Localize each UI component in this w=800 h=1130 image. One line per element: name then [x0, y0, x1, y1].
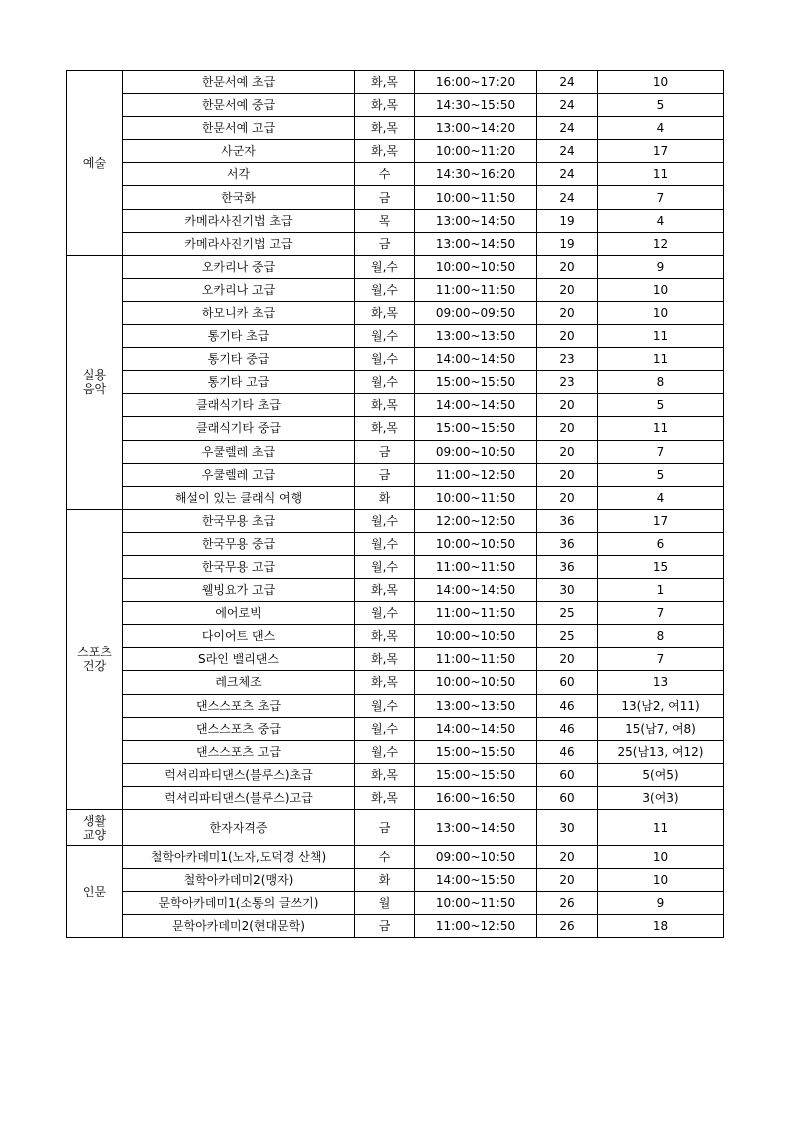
course-days-cell: 화,목: [355, 117, 415, 140]
course-enrolled-cell: 18: [598, 915, 724, 938]
course-capacity-cell: 60: [537, 786, 598, 809]
table-row: [67, 71, 724, 94]
course-enrolled-cell: 11: [598, 163, 724, 186]
course-capacity-cell: 24: [537, 117, 598, 140]
table-row: [67, 371, 724, 394]
course-name-cell: 레크체조: [123, 671, 355, 694]
course-time-cell: 10:00~10:50: [415, 532, 537, 555]
course-capacity-cell: 24: [537, 94, 598, 117]
course-enrolled-cell: 11: [598, 348, 724, 371]
category-label: 스포츠: [77, 645, 112, 660]
course-days-cell: 화,목: [355, 648, 415, 671]
course-enrolled-cell: 10: [598, 869, 724, 892]
course-capacity-cell: 46: [537, 694, 598, 717]
course-capacity-cell: 20: [537, 869, 598, 892]
course-days-cell: 월,수: [355, 602, 415, 625]
course-name-cell: 해설이 있는 클래식 여행: [123, 486, 355, 509]
course-name-cell: 다이어트 댄스: [123, 625, 355, 648]
course-time-cell: 13:00~14:50: [415, 810, 537, 846]
course-time-cell: 10:00~10:50: [415, 255, 537, 278]
course-time-cell: 14:00~14:50: [415, 579, 537, 602]
course-name-cell: 통기타 초급: [123, 325, 355, 348]
course-days-cell: 수: [355, 163, 415, 186]
course-capacity-cell: 20: [537, 846, 598, 869]
course-schedule-table: [66, 70, 724, 938]
course-enrolled-cell: 4: [598, 117, 724, 140]
course-enrolled-cell: 7: [598, 602, 724, 625]
course-capacity-cell: 60: [537, 763, 598, 786]
course-days-cell: 월,수: [355, 555, 415, 578]
table-row: [67, 717, 724, 740]
course-enrolled-cell: 17: [598, 509, 724, 532]
category-label: 예술: [82, 155, 107, 170]
course-capacity-cell: 20: [537, 278, 598, 301]
course-name-cell: 한국무용 고급: [123, 555, 355, 578]
table-row: [67, 846, 724, 869]
course-time-cell: 11:00~11:50: [415, 555, 537, 578]
course-name-cell: 카메라사진기법 고급: [123, 232, 355, 255]
table-row: [67, 163, 724, 186]
course-days-cell: 화,목: [355, 763, 415, 786]
course-capacity-cell: 46: [537, 717, 598, 740]
course-capacity-cell: 36: [537, 509, 598, 532]
course-name-cell: 한국무용 중급: [123, 532, 355, 555]
category-label: 실용: [82, 368, 107, 383]
course-enrolled-cell: 1: [598, 579, 724, 602]
course-time-cell: 09:00~10:50: [415, 846, 537, 869]
course-time-cell: 16:00~16:50: [415, 786, 537, 809]
course-enrolled-cell: 5: [598, 394, 724, 417]
course-name-cell: 럭셔리파티댄스(블루스)초급: [123, 763, 355, 786]
course-name-cell: 한국화: [123, 186, 355, 209]
course-enrolled-cell: 10: [598, 278, 724, 301]
course-time-cell: 13:00~14:20: [415, 117, 537, 140]
course-enrolled-cell: 6: [598, 532, 724, 555]
table-row: [67, 579, 724, 602]
course-days-cell: 월: [355, 892, 415, 915]
course-days-cell: 금: [355, 186, 415, 209]
course-days-cell: 월,수: [355, 694, 415, 717]
course-name-cell: 서각: [123, 163, 355, 186]
course-time-cell: 10:00~11:50: [415, 186, 537, 209]
course-capacity-cell: 20: [537, 463, 598, 486]
course-enrolled-cell: 7: [598, 440, 724, 463]
course-enrolled-cell: 12: [598, 232, 724, 255]
table-row: [67, 532, 724, 555]
course-time-cell: 13:00~13:50: [415, 325, 537, 348]
course-time-cell: 14:00~14:50: [415, 394, 537, 417]
course-capacity-cell: 24: [537, 71, 598, 94]
table-row: [67, 786, 724, 809]
course-time-cell: 10:00~11:50: [415, 486, 537, 509]
category-label: 건강: [82, 659, 107, 674]
course-enrolled-cell: 10: [598, 71, 724, 94]
course-capacity-cell: 46: [537, 740, 598, 763]
course-days-cell: 화,목: [355, 394, 415, 417]
course-name-cell: 클래식기타 초급: [123, 394, 355, 417]
course-name-cell: 사군자: [123, 140, 355, 163]
table-row: [67, 255, 724, 278]
table-row: [67, 278, 724, 301]
course-capacity-cell: 20: [537, 394, 598, 417]
course-time-cell: 14:30~16:20: [415, 163, 537, 186]
course-capacity-cell: 23: [537, 371, 598, 394]
table-row: [67, 602, 724, 625]
table-row: [67, 325, 724, 348]
course-name-cell: 댄스스포츠 초급: [123, 694, 355, 717]
course-enrolled-cell: 4: [598, 486, 724, 509]
course-days-cell: 금: [355, 463, 415, 486]
category-cell: [67, 509, 123, 809]
course-days-cell: 월,수: [355, 325, 415, 348]
course-days-cell: 화: [355, 486, 415, 509]
course-time-cell: 15:00~15:50: [415, 371, 537, 394]
course-days-cell: 화,목: [355, 140, 415, 163]
table-row: [67, 301, 724, 324]
course-name-cell: 문학아카데미2(현대문학): [123, 915, 355, 938]
course-capacity-cell: 36: [537, 555, 598, 578]
course-capacity-cell: 30: [537, 810, 598, 846]
course-days-cell: 월,수: [355, 532, 415, 555]
table-row: [67, 440, 724, 463]
course-name-cell: 웰빙요가 고급: [123, 579, 355, 602]
table-row: [67, 463, 724, 486]
course-time-cell: 13:00~13:50: [415, 694, 537, 717]
course-capacity-cell: 36: [537, 532, 598, 555]
course-capacity-cell: 20: [537, 440, 598, 463]
course-enrolled-cell: 11: [598, 325, 724, 348]
course-enrolled-cell: 17: [598, 140, 724, 163]
course-days-cell: 화,목: [355, 71, 415, 94]
course-name-cell: 에어로빅: [123, 602, 355, 625]
course-days-cell: 화,목: [355, 301, 415, 324]
course-name-cell: 댄스스포츠 중급: [123, 717, 355, 740]
course-enrolled-cell: 5(여5): [598, 763, 724, 786]
course-time-cell: 14:30~15:50: [415, 94, 537, 117]
course-capacity-cell: 20: [537, 648, 598, 671]
course-enrolled-cell: 13(남2, 여11): [598, 694, 724, 717]
course-capacity-cell: 20: [537, 486, 598, 509]
course-enrolled-cell: 4: [598, 209, 724, 232]
course-time-cell: 15:00~15:50: [415, 763, 537, 786]
course-name-cell: 통기타 중급: [123, 348, 355, 371]
course-name-cell: 한국무용 초급: [123, 509, 355, 532]
table-row: [67, 810, 724, 846]
table-row: [67, 915, 724, 938]
course-days-cell: 화,목: [355, 625, 415, 648]
course-enrolled-cell: 9: [598, 892, 724, 915]
table-row: [67, 555, 724, 578]
table-row: [67, 209, 724, 232]
table-row: [67, 892, 724, 915]
course-capacity-cell: 60: [537, 671, 598, 694]
table-row: [67, 348, 724, 371]
course-name-cell: 클래식기타 중급: [123, 417, 355, 440]
course-capacity-cell: 20: [537, 325, 598, 348]
course-time-cell: 11:00~11:50: [415, 648, 537, 671]
category-cell: [67, 71, 123, 256]
course-enrolled-cell: 5: [598, 463, 724, 486]
table-row: [67, 869, 724, 892]
course-time-cell: 11:00~11:50: [415, 602, 537, 625]
course-days-cell: 월,수: [355, 740, 415, 763]
table-row: [67, 140, 724, 163]
course-days-cell: 화,목: [355, 417, 415, 440]
table-row: [67, 94, 724, 117]
course-enrolled-cell: 8: [598, 371, 724, 394]
course-enrolled-cell: 5: [598, 94, 724, 117]
category-label: 음악: [82, 382, 107, 397]
table-row: [67, 625, 724, 648]
category-label: 교양: [82, 827, 107, 842]
course-name-cell: 댄스스포츠 고급: [123, 740, 355, 763]
course-name-cell: 문학아카데미1(소통의 글쓰기): [123, 892, 355, 915]
course-days-cell: 화,목: [355, 94, 415, 117]
course-days-cell: 월,수: [355, 255, 415, 278]
course-days-cell: 화,목: [355, 579, 415, 602]
course-time-cell: 16:00~17:20: [415, 71, 537, 94]
category-cell: [67, 846, 123, 938]
course-capacity-cell: 19: [537, 209, 598, 232]
course-capacity-cell: 26: [537, 915, 598, 938]
course-time-cell: 15:00~15:50: [415, 417, 537, 440]
course-name-cell: 한문서예 초급: [123, 71, 355, 94]
course-days-cell: 월,수: [355, 278, 415, 301]
course-time-cell: 14:00~14:50: [415, 348, 537, 371]
course-name-cell: S라인 밸리댄스: [123, 648, 355, 671]
course-name-cell: 하모니카 초급: [123, 301, 355, 324]
course-enrolled-cell: 11: [598, 417, 724, 440]
course-enrolled-cell: 13: [598, 671, 724, 694]
table-row: [67, 694, 724, 717]
course-time-cell: 11:00~12:50: [415, 915, 537, 938]
course-capacity-cell: 20: [537, 417, 598, 440]
course-days-cell: 금: [355, 232, 415, 255]
course-time-cell: 10:00~11:20: [415, 140, 537, 163]
course-days-cell: 월,수: [355, 371, 415, 394]
category-cell: [67, 810, 123, 846]
course-enrolled-cell: 15(남7, 여8): [598, 717, 724, 740]
table-row: [67, 232, 724, 255]
course-days-cell: 목: [355, 209, 415, 232]
course-days-cell: 월,수: [355, 717, 415, 740]
table-row: [67, 671, 724, 694]
table-row: [67, 509, 724, 532]
table-row: [67, 763, 724, 786]
course-capacity-cell: 20: [537, 301, 598, 324]
course-capacity-cell: 24: [537, 140, 598, 163]
course-time-cell: 14:00~14:50: [415, 717, 537, 740]
course-name-cell: 한문서예 고급: [123, 117, 355, 140]
course-name-cell: 통기타 고급: [123, 371, 355, 394]
course-time-cell: 15:00~15:50: [415, 740, 537, 763]
course-capacity-cell: 26: [537, 892, 598, 915]
course-capacity-cell: 24: [537, 186, 598, 209]
course-time-cell: 10:00~10:50: [415, 671, 537, 694]
course-time-cell: 11:00~12:50: [415, 463, 537, 486]
course-name-cell: 카메라사진기법 초급: [123, 209, 355, 232]
course-time-cell: 11:00~11:50: [415, 278, 537, 301]
course-capacity-cell: 24: [537, 163, 598, 186]
course-days-cell: 화: [355, 869, 415, 892]
course-enrolled-cell: 9: [598, 255, 724, 278]
course-enrolled-cell: 8: [598, 625, 724, 648]
course-days-cell: 월,수: [355, 509, 415, 532]
course-capacity-cell: 23: [537, 348, 598, 371]
course-days-cell: 화,목: [355, 786, 415, 809]
course-enrolled-cell: 3(여3): [598, 786, 724, 809]
course-name-cell: 한자자격증: [123, 810, 355, 846]
table-row: [67, 117, 724, 140]
course-time-cell: 12:00~12:50: [415, 509, 537, 532]
table-row: [67, 486, 724, 509]
category-label: 생활: [82, 813, 107, 828]
course-days-cell: 월,수: [355, 348, 415, 371]
table-row: [67, 417, 724, 440]
course-days-cell: 금: [355, 440, 415, 463]
category-label: 인문: [82, 884, 107, 899]
course-time-cell: 10:00~10:50: [415, 625, 537, 648]
course-name-cell: 오카리나 고급: [123, 278, 355, 301]
course-enrolled-cell: 25(남13, 여12): [598, 740, 724, 763]
course-name-cell: 오카리나 중급: [123, 255, 355, 278]
course-capacity-cell: 30: [537, 579, 598, 602]
course-time-cell: 13:00~14:50: [415, 209, 537, 232]
course-capacity-cell: 20: [537, 255, 598, 278]
course-capacity-cell: 25: [537, 625, 598, 648]
course-name-cell: 한문서예 중급: [123, 94, 355, 117]
course-days-cell: 수: [355, 846, 415, 869]
course-enrolled-cell: 10: [598, 301, 724, 324]
course-time-cell: 09:00~09:50: [415, 301, 537, 324]
course-name-cell: 우쿨렐레 고급: [123, 463, 355, 486]
course-name-cell: 철학아카데미1(노자,도덕경 산책): [123, 846, 355, 869]
course-enrolled-cell: 7: [598, 648, 724, 671]
table-row: [67, 394, 724, 417]
table-row: [67, 740, 724, 763]
course-days-cell: 화,목: [355, 671, 415, 694]
course-capacity-cell: 19: [537, 232, 598, 255]
course-capacity-cell: 25: [537, 602, 598, 625]
course-days-cell: 금: [355, 810, 415, 846]
course-time-cell: 13:00~14:50: [415, 232, 537, 255]
course-enrolled-cell: 10: [598, 846, 724, 869]
course-days-cell: 금: [355, 915, 415, 938]
course-enrolled-cell: 7: [598, 186, 724, 209]
course-enrolled-cell: 11: [598, 810, 724, 846]
category-cell: [67, 255, 123, 509]
course-enrolled-cell: 15: [598, 555, 724, 578]
course-name-cell: 우쿨렐레 초급: [123, 440, 355, 463]
course-name-cell: 철학아카데미2(맹자): [123, 869, 355, 892]
table-row: [67, 648, 724, 671]
course-time-cell: 14:00~15:50: [415, 869, 537, 892]
table-row: [67, 186, 724, 209]
course-time-cell: 10:00~11:50: [415, 892, 537, 915]
course-time-cell: 09:00~10:50: [415, 440, 537, 463]
course-name-cell: 럭셔리파티댄스(블루스)고급: [123, 786, 355, 809]
